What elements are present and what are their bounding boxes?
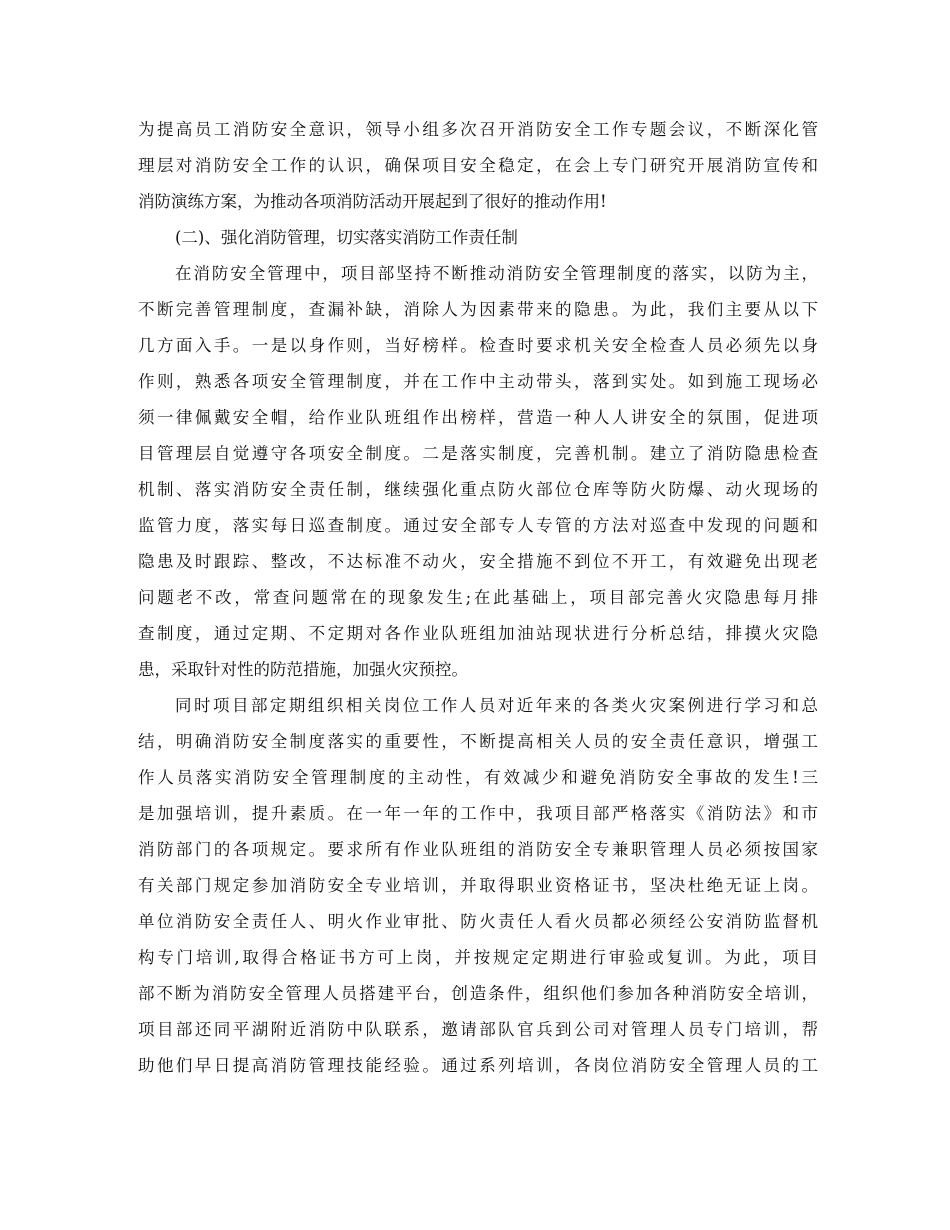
text-line: 须一律佩戴安全帽，给作业队班组作出榜样，营造一种人人讲安全的氛围，促进项 [138,408,818,427]
text-line: 助他们早日提高消防管理技能经验。通过系列培训，各岗位消防安全管理人员的工 [138,1056,818,1075]
text-line: 理层对消防安全工作的认识，确保项目安全稳定，在会上专门研究开展消防宣传和 [138,156,818,175]
text-line: 作则，熟悉各项安全管理制度，并在工作中主动带头，落到实处。如到施工现场必 [138,372,818,391]
text-line: 消防部门的各项规定。要求所有作业队班组的消防安全专兼职管理人员必须按国家 [138,840,818,859]
text-line: 项目部还同平湖附近消防中队联系，邀请部队官兵到公司对管理人员专门培训，帮 [138,1020,818,1039]
text-line: 有关部门规定参加消防安全专业培训，并取得职业资格证书，坚决杜绝无证上岗。 [138,876,818,895]
text-line: 隐患及时跟踪、整改，不达标准不动火，安全措施不到位不开工，有效避免出现老 [138,552,818,571]
text-line: 构专门培训,取得合格证书方可上岗，并按规定定期进行审验或复训。为此，项目 [138,948,818,967]
text-line: 是加强培训，提升素质。在一年一年的工作中，我项目部严格落实《消防法》和市 [138,804,818,823]
section-heading: (二)、强化消防管理，切实落实消防工作责任制 [175,228,518,247]
text-line: 为提高员工消防安全意识，领导小组多次召开消防安全工作专题会议，不断深化管 [138,120,818,139]
text-line: 几方面入手。一是以身作则，当好榜样。检查时要求机关安全检查人员必须先以身 [138,336,818,355]
text-line: 不断完善管理制度，查漏补缺，消除人为因素带来的隐患。为此，我们主要从以下 [138,300,818,319]
text-line: 单位消防安全责任人、明火作业审批、防火责任人看火员都必须经公安消防监督机 [138,912,818,931]
text-line: 作人员落实消防安全管理制度的主动性，有效减少和避免消防安全事故的发生!三 [138,768,818,787]
text-line: 消防演练方案，为推动各项消防活动开展起到了很好的推动作用! [138,192,607,211]
text-line: 部不断为消防安全管理人员搭建平台，创造条件，组织他们参加各种消防安全培训， [138,984,818,1003]
text-line: 目管理层自觉遵守各项安全制度。二是落实制度，完善机制。建立了消防隐患检查 [138,444,818,463]
text-line: 同时项目部定期组织相关岗位工作人员对近年来的各类火灾案例进行学习和总 [175,696,818,715]
text-line: 查制度，通过定期、不定期对各作业队班组加油站现状进行分析总结，排摸火灾隐 [138,624,818,643]
text-line: 患，采取针对性的防范措施，加强火灾预控。 [138,660,468,679]
text-line: 机制、落实消防安全责任制，继续强化重点防火部位仓库等防火防爆、动火现场的 [138,480,818,499]
text-line: 问题老不改，常查问题常在的现象发生;在此基础上，项目部完善火灾隐患每月排 [138,588,818,607]
text-line: 结，明确消防安全制度落实的重要性，不断提高相关人员的安全责任意识，增强工 [138,732,818,751]
text-line: 在消防安全管理中，项目部坚持不断推动消防安全管理制度的落实，以防为主， [175,264,818,283]
text-line: 监管力度，落实每日巡查制度。通过安全部专人专管的方法对巡查中发现的问题和 [138,516,818,535]
